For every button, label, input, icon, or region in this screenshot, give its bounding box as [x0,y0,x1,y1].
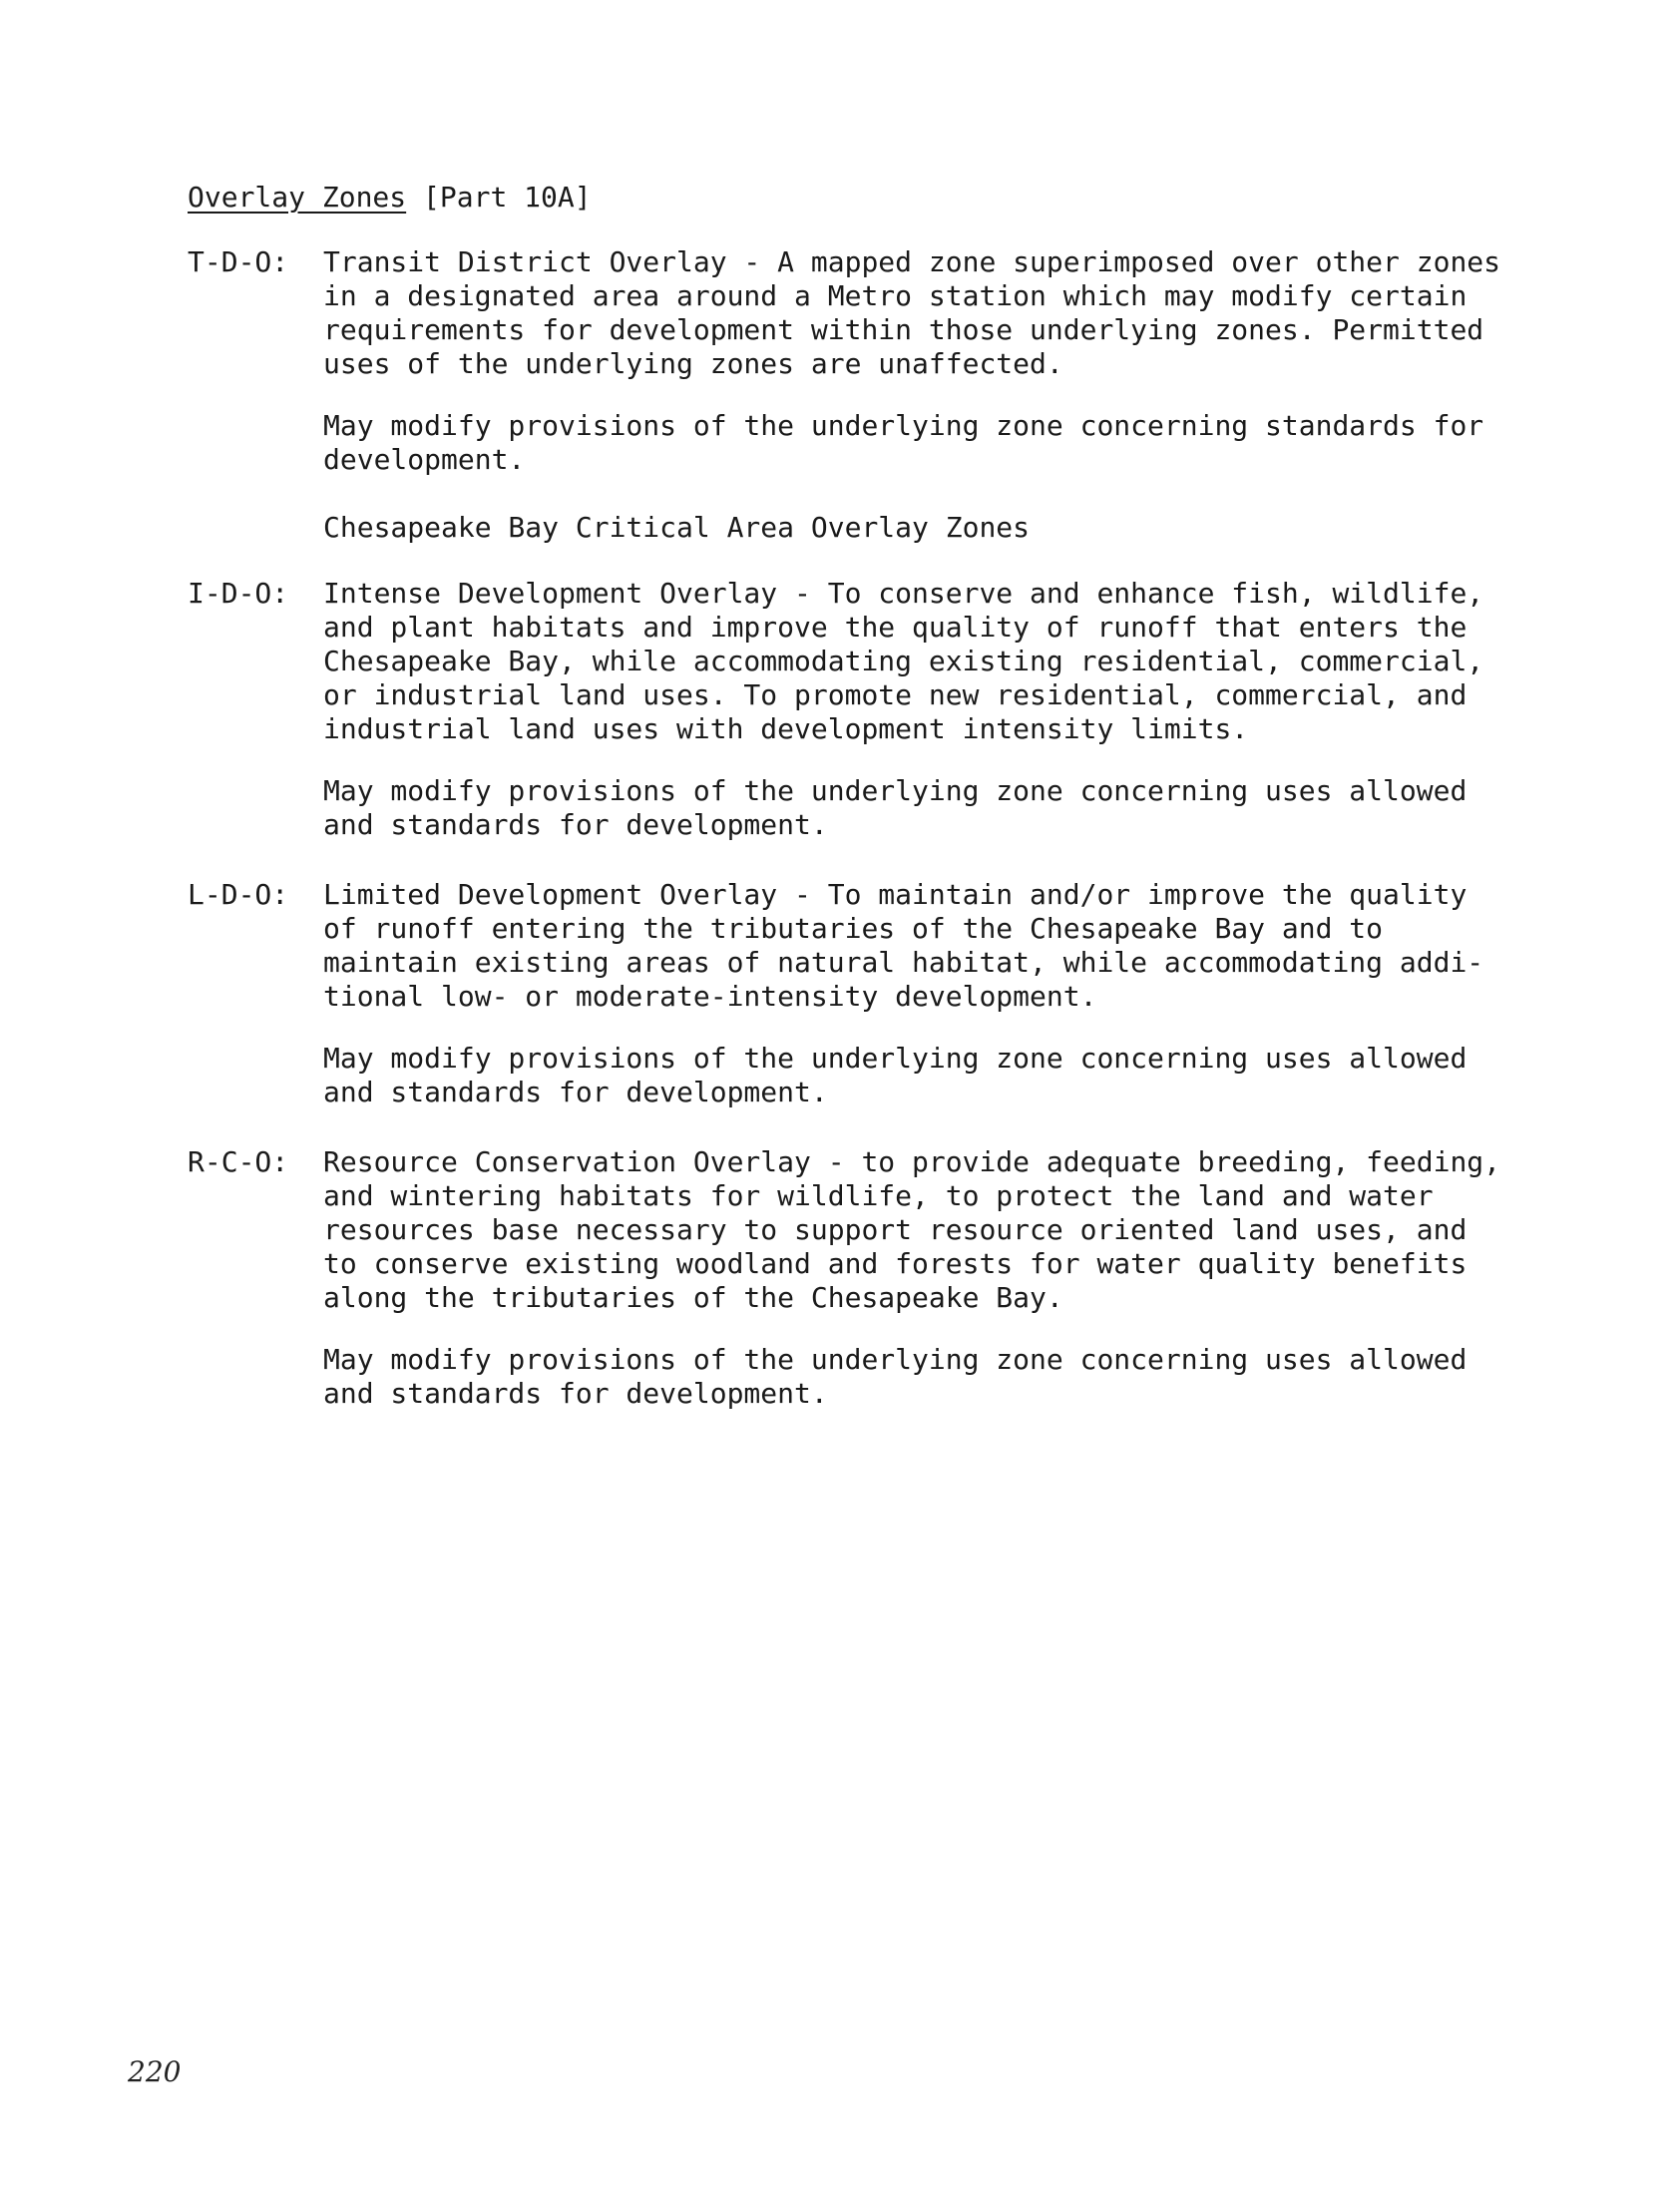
zone-entry-tdo [188,245,1524,485]
section-part: [Part 10A] [406,181,592,214]
subsection-entry [188,511,1524,551]
zone-code: T-D-O: [188,245,289,278]
zone-code: R-C-O: [188,1145,289,1178]
zone-note: May modify provisions of the underlying zone concerning uses allowed and standards for development. [323,774,1468,841]
zone-description: Limited Development Overlay - To maintain and/or improve the quality of runoff entering the tributaries of the Chesapeake Bay and to maintain existing areas of natural habitat, while accommodating addi- tional low- or moderate-intensity development. [323,878,1484,1013]
zone-entry-ldo [188,878,1524,1117]
section-heading [188,180,592,216]
zone-note: May modify provisions of the underlying zone concerning uses allowed and standards for development. [323,1042,1468,1108]
zone-description: Intense Development Overlay - To conserve and enhance fish, wildlife, and plant habitats and improve the quality of runoff that enters the Chesapeake Bay, while accommodating existing residential, commercial, or industrial land uses. To promote new residential, commercial, and industrial land uses with development intensity limits. [323,577,1484,745]
zone-entry-rco [188,1145,1524,1435]
page-number: 220 [128,2055,182,2088]
zone-code: I-D-O: [188,577,289,610]
section-title: Overlay Zones [188,181,407,214]
zone-entry-ido [188,577,1524,856]
zone-description: Transit District Overlay - A mapped zone superimposed over other zones in a designated area around a Metro station which may modify certain requirements for development within those underlying zones. Permitted uses of the underlying zones are unaffected. [323,245,1501,380]
subsection-heading: Chesapeake Bay Critical Area Overlay Zones [323,511,1031,544]
zone-code: L-D-O: [188,878,289,911]
zone-description: Resource Conservation Overlay - to provide adequate breeding, feeding, and wintering habitats for wildlife, to protect the land and water resources base necessary to support resource oriented land uses, and to conserve existing woodland and forests for water quality benefits along the tributaries of the Chesapeake Bay. [323,1145,1501,1314]
zone-note: May modify provisions of the underlying zone concerning uses allowed and standards for development. [323,1343,1468,1410]
zone-note: May modify provisions of the underlying zone concerning standards for development. [323,409,1484,476]
